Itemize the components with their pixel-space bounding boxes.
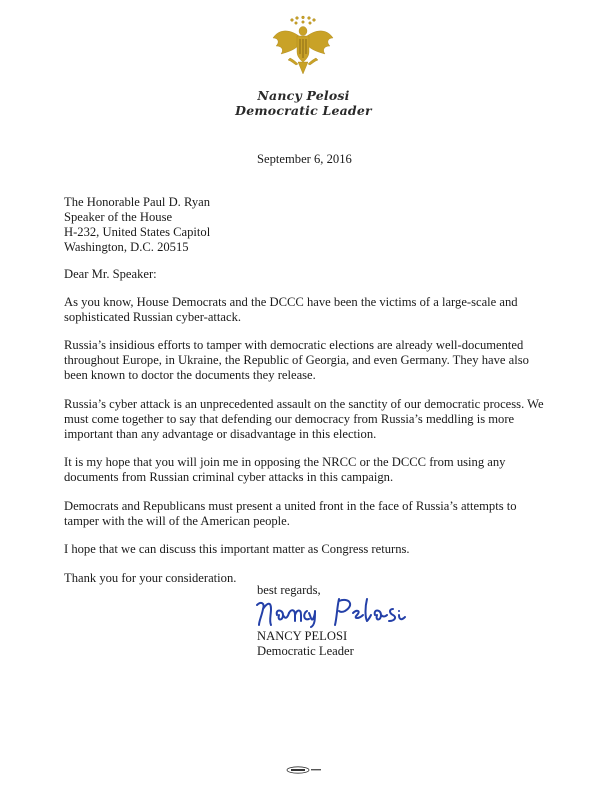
letter-date: September 6, 2016 (257, 152, 352, 166)
paragraph-line: been known to doctor the documents they release. (64, 368, 316, 382)
paragraph-line: Democrats and Republicans must present a united front in the face of Russia’s attempts to (64, 499, 517, 513)
paragraph-line: It is my hope that you will join me in opposing the NRCC or the DCCC from using any (64, 455, 506, 469)
signer-name: NANCY PELOSI (257, 629, 348, 643)
closing: best regards, (257, 583, 321, 597)
paragraph-line: Thank you for your consideration. (64, 571, 237, 585)
house-seal-icon (270, 14, 336, 80)
union-label-icon (286, 766, 326, 774)
signer-title: Democratic Leader (257, 644, 354, 658)
recipient-city: Washington, D.C. 20515 (64, 240, 189, 254)
letterhead-title: Democratic Leader (235, 103, 372, 118)
paragraph-line: Russia’s cyber attack is an unprecedented assault on the sanctity of our democratic process. We (64, 397, 544, 411)
paragraph-line: tamper with the will of the American people. (64, 514, 290, 528)
recipient-name: The Honorable Paul D. Ryan (64, 195, 211, 209)
signature-icon (253, 595, 443, 629)
paragraph-line: documents from Russian criminal cyber attacks in this campaign. (64, 470, 394, 484)
paragraph-line: throughout Europe, in Ukraine, the Republic of Georgia, and even Germany. They have also (64, 353, 529, 367)
paragraph-line: important than any advantage or disadvantage in this election. (64, 427, 377, 441)
recipient-title: Speaker of the House (64, 210, 173, 224)
recipient-office: H-232, United States Capitol (64, 225, 211, 239)
letterhead-name: Nancy Pelosi (257, 88, 350, 103)
paragraph-line: Russia’s insidious efforts to tamper with democratic elections are already well-documented (64, 338, 524, 352)
salutation: Dear Mr. Speaker: (64, 267, 157, 281)
paragraph-line: I hope that we can discuss this important matter as Congress returns. (64, 542, 410, 556)
paragraph-line: As you know, House Democrats and the DCCC have been the victims of a large-scale and (64, 295, 518, 309)
paragraph-line: sophisticated Russian cyber-attack. (64, 310, 242, 324)
paragraph-line: must come together to say that defending our democracy from Russia’s meddling is more (64, 412, 515, 426)
